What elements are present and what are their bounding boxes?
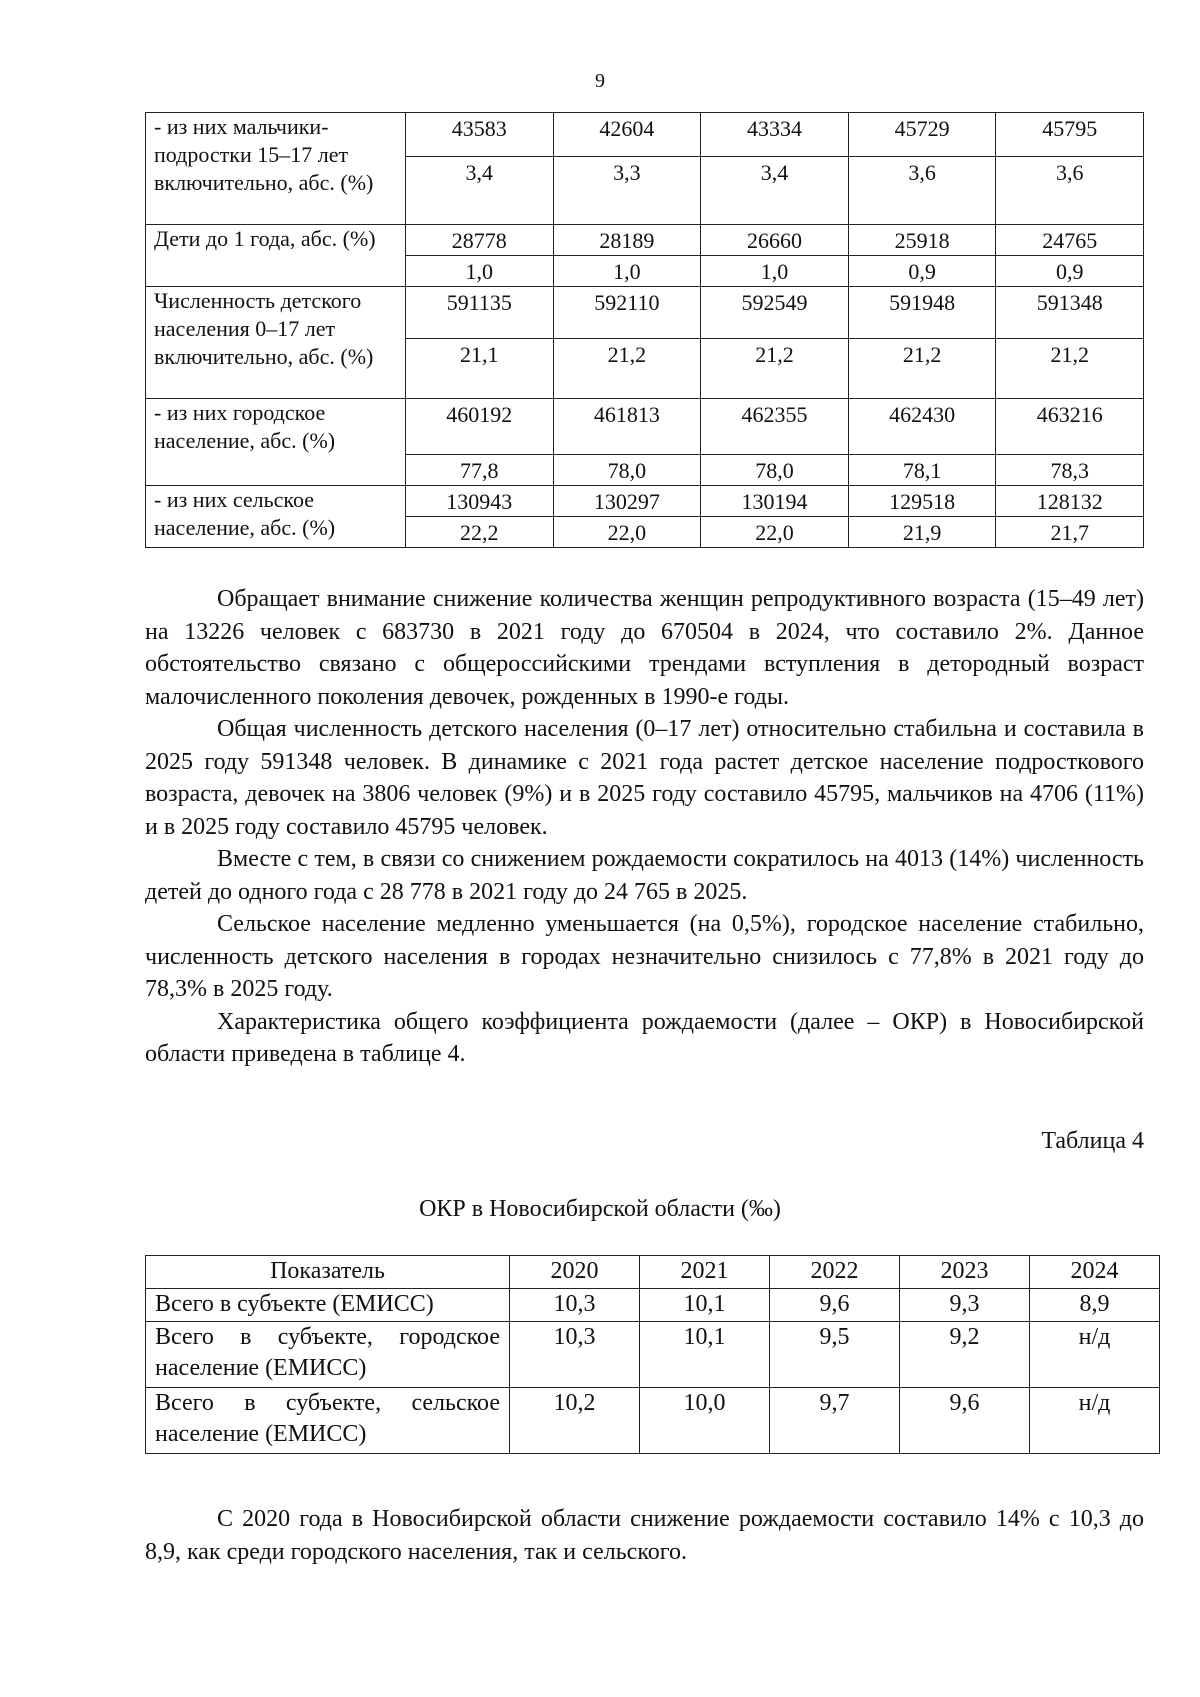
table-row (146, 486, 1144, 517)
table-row (146, 399, 1144, 455)
table-header-row (146, 1256, 1160, 1289)
table-cell: 22,0 (553, 517, 701, 548)
table-cell: 45795 (996, 113, 1144, 157)
table-cell: 9,5 (770, 1322, 900, 1388)
table-cell: 9,6 (770, 1289, 900, 1322)
row-label: - из них сельское население, абс. (%) (146, 486, 406, 548)
row-label: Численность детского населения 0–17 лет включительно, абс. (%) (146, 287, 406, 399)
paragraph: Вместе с тем, в связи со снижением рождаемости сократилось на 4013 (14%) численность детей до одного года с 28 778 в 2021 году до 24 765 в 2025. (145, 846, 1144, 905)
table-cell: н/д (1030, 1388, 1160, 1454)
table-cell: 21,2 (848, 339, 996, 399)
table-cell: 21,2 (701, 339, 849, 399)
body-text (145, 583, 1144, 1071)
table-cell: 22,2 (406, 517, 554, 548)
row-label: Всего в субъекте, городское население (ЕМИСС) (146, 1322, 510, 1388)
table-row (146, 1322, 1160, 1388)
table-cell: 591135 (406, 287, 554, 339)
table-cell: 3,3 (553, 157, 701, 225)
table-cell: 43583 (406, 113, 554, 157)
table-row (146, 1289, 1160, 1322)
table-cell: 462430 (848, 399, 996, 455)
column-header: 2021 (640, 1256, 770, 1289)
table-cell: 1,0 (406, 256, 554, 287)
table-cell: 42604 (553, 113, 701, 157)
table-cell: 10,1 (640, 1322, 770, 1388)
table-cell: 24765 (996, 225, 1144, 256)
column-header: 2020 (510, 1256, 640, 1289)
paragraph: Обращает внимание снижение количества женщин репродуктивного возраста (15–49 лет) на 13226 человек с 683730 в 2021 году до 670504 в 2024, что составило 2%. Данное обстоятельство связано с общероссийскими трендами вступления в детородный возраст малочисленного поколения девочек, рожденных в 1990-е годы. (145, 586, 1144, 710)
paragraph: Общая численность детского населения (0–17 лет) относительно стабильна и составила в 2025 году 591348 человек. В динамике с 2021 года растет детское население подросткового возраста, девочек на 3806 человек (9%) и в 2025 году составило 45795, мальчиков на 4706 (11%) и в 2025 году составило 45795 человек. (145, 716, 1144, 840)
table-cell: 28189 (553, 225, 701, 256)
paragraph: Сельское население медленно уменьшается (на 0,5%), городское население стабильно, численность детского населения в городах незначительно снизилось с 77,8% в 2021 году до 78,3% в 2025 году. (145, 911, 1144, 1002)
table-cell: 78,0 (553, 455, 701, 486)
table-cell: 43334 (701, 113, 849, 157)
table-cell: 591948 (848, 287, 996, 339)
table-cell: 462355 (701, 399, 849, 455)
table-cell: 22,0 (701, 517, 849, 548)
table-cell: 21,2 (996, 339, 1144, 399)
table-cell: 77,8 (406, 455, 554, 486)
table-cell: 3,6 (996, 157, 1144, 225)
table-row (146, 287, 1144, 339)
table-cell: 3,4 (406, 157, 554, 225)
table-cell: 78,1 (848, 455, 996, 486)
column-header: 2023 (900, 1256, 1030, 1289)
demography-table (145, 112, 1144, 548)
paragraph: С 2020 года в Новосибирской области снижение рождаемости составило 14% с 10,3 до 8,9, как среди городского населения, так и сельского. (145, 1506, 1144, 1565)
table-cell: 9,6 (900, 1388, 1030, 1454)
table-cell: 78,0 (701, 455, 849, 486)
table-cell: 21,9 (848, 517, 996, 548)
table-cell: 1,0 (553, 256, 701, 287)
table-cell: н/д (1030, 1322, 1160, 1388)
paragraph: Характеристика общего коэффициента рождаемости (далее – ОКР) в Новосибирской области приведена в таблице 4. (145, 1008, 1144, 1067)
birth-rate-table (145, 1255, 1160, 1454)
table-cell: 10,0 (640, 1388, 770, 1454)
table-cell: 3,4 (701, 157, 849, 225)
table-cell: 463216 (996, 399, 1144, 455)
row-label: Дети до 1 года, абс. (%) (146, 225, 406, 287)
table-cell: 21,1 (406, 339, 554, 399)
table-row (146, 225, 1144, 256)
table-cell: 130194 (701, 486, 849, 517)
table-cell: 130943 (406, 486, 554, 517)
table-cell: 10,1 (640, 1289, 770, 1322)
table-cell: 10,3 (510, 1322, 640, 1388)
closing-text (145, 1503, 1144, 1568)
row-label: Всего в субъекте (ЕМИСС) (146, 1289, 510, 1322)
table-cell: 460192 (406, 399, 554, 455)
table-cell: 3,6 (848, 157, 996, 225)
table-cell: 592110 (553, 287, 701, 339)
table-cell: 129518 (848, 486, 996, 517)
table-cell: 21,2 (553, 339, 701, 399)
table-cell: 591348 (996, 287, 1144, 339)
table-row (146, 1388, 1160, 1454)
table-cell: 21,7 (996, 517, 1144, 548)
row-label: - из них городское население, абс. (%) (146, 399, 406, 486)
row-label: Всего в субъекте, сельское население (ЕМИСС) (146, 1388, 510, 1454)
table-cell: 461813 (553, 399, 701, 455)
column-header: 2022 (770, 1256, 900, 1289)
table-cell: 0,9 (996, 256, 1144, 287)
table-cell: 0,9 (848, 256, 996, 287)
table-cell: 130297 (553, 486, 701, 517)
table-caption: Таблица 4 (1041, 1128, 1144, 1154)
table-cell: 25918 (848, 225, 996, 256)
table-cell: 78,3 (996, 455, 1144, 486)
table-cell: 128132 (996, 486, 1144, 517)
table-cell: 26660 (701, 225, 849, 256)
table-cell: 9,2 (900, 1322, 1030, 1388)
table-cell: 10,2 (510, 1388, 640, 1454)
table-cell: 9,7 (770, 1388, 900, 1454)
table-row (146, 113, 1144, 157)
table-cell: 1,0 (701, 256, 849, 287)
table-cell: 10,3 (510, 1289, 640, 1322)
table-cell: 8,9 (1030, 1289, 1160, 1322)
table-cell: 592549 (701, 287, 849, 339)
table-title: ОКР в Новосибирской области (‰) (419, 1196, 781, 1222)
column-header: Показатель (146, 1256, 510, 1289)
table-cell: 45729 (848, 113, 996, 157)
table-cell: 28778 (406, 225, 554, 256)
row-label: - из них мальчики-подростки 15–17 лет включительно, абс. (%) (146, 113, 406, 225)
table-cell: 9,3 (900, 1289, 1030, 1322)
column-header: 2024 (1030, 1256, 1160, 1289)
page-number: 9 (595, 70, 605, 92)
